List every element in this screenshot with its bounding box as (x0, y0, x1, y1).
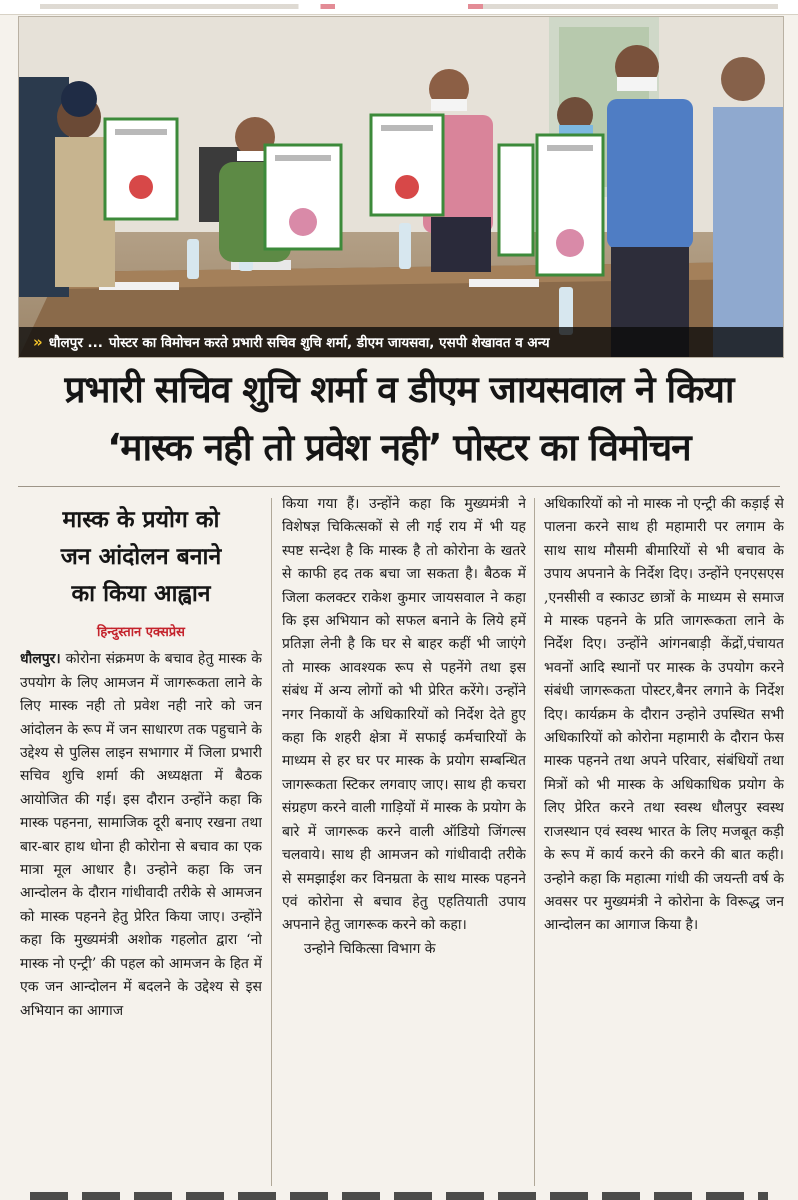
photo-caption (19, 327, 783, 357)
cut-off-text (40, 4, 778, 9)
photo-illustration (19, 17, 783, 357)
news-photo (18, 16, 784, 358)
column-1-body: कोरोना संक्रमण के बचाव हेतु मास्क के उपयोग के लिए आमजन में जागरूकता लाने के लिए मास्क नही तो प्रवेश नही नारे को जन आंदोलन के रूप में जन साधारण तक पहुचाने के उद्देश्य से पुलिस लाइन सभागार में जिला प्रभारी सचिव शुचि शर्मा की अध्यक्षता में बैठक आयोजित की गई। इस दौरान उन्होंने कहा कि मास्क पहनना, सामाजिक दूरी बनाए रखना तथा बार-बार हाथ धोना ही कोरोना से बचाव का एक मात्रा मूल आधार है। उन्होने कहा कि जन आन्दोलन के दौरान गांधीवादी तरीके से आमजन को मास्क पहनने हेतु प्रेरित किया जाए। उन्होंने कहा कि मुख्यमंत्री अशोक गहलोत द्वारा ‘नो मास्क नो एन्ट्री’ की पहल को आमजन के हित में एक जन आन्दोलन में बदलने के उद्देश्य से इस अभियान का आगाज (20, 651, 262, 1019)
headline-line-1: प्रभारी सचिव शुचि शर्मा व डीएम जायसवाल ने किया (64, 368, 734, 411)
column-2-paragraph-2: उन्होने चिकित्सा विभाग के (304, 940, 436, 957)
cut-off-headline (30, 1192, 768, 1200)
sub-headline-line-2: जन आंदोलन बनाने (60, 544, 222, 570)
headline-line-2: ‘मास्क नही तो प्रवेश नही’ पोस्टर का विमोचन (107, 426, 691, 469)
next-article-cutoff (0, 1188, 798, 1200)
sub-headline (20, 502, 262, 613)
sub-headline-line-1: मास्क के प्रयोग को (62, 507, 220, 533)
column-divider-2 (534, 498, 535, 1186)
column-1-text (20, 648, 262, 1184)
column-3-body: अधिकारियों को नो मास्क नो एन्ट्री की कड़ाई से पालना करने साथ ही महामारी पर लगाम के साथ साथ मौसमी बीमारियों से भी बचाव के उपाय अपनाने के निर्देश दिए। उन्होंने एनएसएस ,एनसीसी व स्काउट छात्रों के माध्यम से समाज मे मास्क पहनने के प्रति जागरूकता लाने के निर्देश दिए। उन्होंने आंगनबाड़ी केंद्रों,पंचायत भवनों आदि स्थानों पर मास्क के उपयोग करने संबंधी जागरूकता पोस्टर,बैनर लगाने के निर्देश दिए। कार्यक्रम के दौरान उन्होने उपस्थित सभी अधिकारियों को कोरोना महामारी के दौरान फेस मास्क पहनने तथा अपने परिवार, संबंधियों तथा मित्रों को भी मास्क के अधिकाधिक प्रयोग के लिए प्रेरित करने तथा स्वस्थ धौलपुर स्वस्थ राजस्थान एवं स्वस्थ भारत के लिए मजबूत कड़ी के रूप में कार्य करने की करने की बात कही। उन्होने कहा कि महात्मा गांधी की जयन्ती वर्ष के अवसर पर मुख्यमंत्री ने कोरोना के विरूद्ध जन आन्दोलन का आगाज किया है। (544, 496, 784, 934)
column-2-paragraph-1: किया गया हैं। उन्होंने कहा कि मुख्यमंत्री ने विशेषज्ञ चिकित्सकों से ली गई राय में भी यह स्पष्ट सन्देश है कि मास्क है तो कोरोना के खतरे से काफी हद तक बचा जा सकता है। बैठक में जिला कलक्टर राकेश कुमार जायसवाल ने कहा कि इस अभियान को सफल बनाने के लिये हमें प्रतिज्ञा लेनी है कि घर से बाहर कहीं भी जाएंगे तो मास्क आवश्यक रूप से पहनेंगे तथा इस संबंध में अन्य लोगों को भी प्रेरित करेंगे। उन्होंने नगर निकायों के अधिकारियों को निर्देश देते हुए कहा कि शहरी क्षेत्रा में सफाई कर्मचारियों के माध्यम से हर घर पर मास्क के प्रयोग सम्बन्धित जागरूकता स्टिकर लगवाए जाए। साथ ही कचरा संग्रहण करने वाली गाड़ियों में मास्क के प्रयोग के बारे में जागरूक करने वाली ऑडियो जिंगल्स चलवाये। साथ ही आमजन को गांधीवादी तरीके से समझाईश कर विनम्रता के साथ मास्क पहनने एवं कोरोना से बचाव हेतु एहतियाती उपाय अपनाने हेतु जागरूक करने को कहा। (282, 496, 526, 934)
dateline: धौलपुर। (20, 651, 61, 668)
article-column-3 (544, 493, 784, 1187)
sub-headline-line-3: का किया आह्वान (71, 581, 211, 607)
chevron-right-icon: » (33, 333, 43, 351)
article-column-1 (20, 494, 262, 1184)
caption-text: पोस्टर का विमोचन करते प्रभारी सचिव शुचि शर्मा, डीएम जायसवा, एसपी शेखावत व अन्य (108, 335, 550, 351)
caption-place: धौलपुर ... (48, 335, 103, 351)
byline: हिन्दुस्तान एक्सप्रेस (97, 625, 185, 640)
column-divider-1 (271, 498, 272, 1186)
previous-article-strip (0, 0, 798, 15)
headline-divider (18, 486, 780, 487)
article-column-2 (282, 493, 526, 1187)
